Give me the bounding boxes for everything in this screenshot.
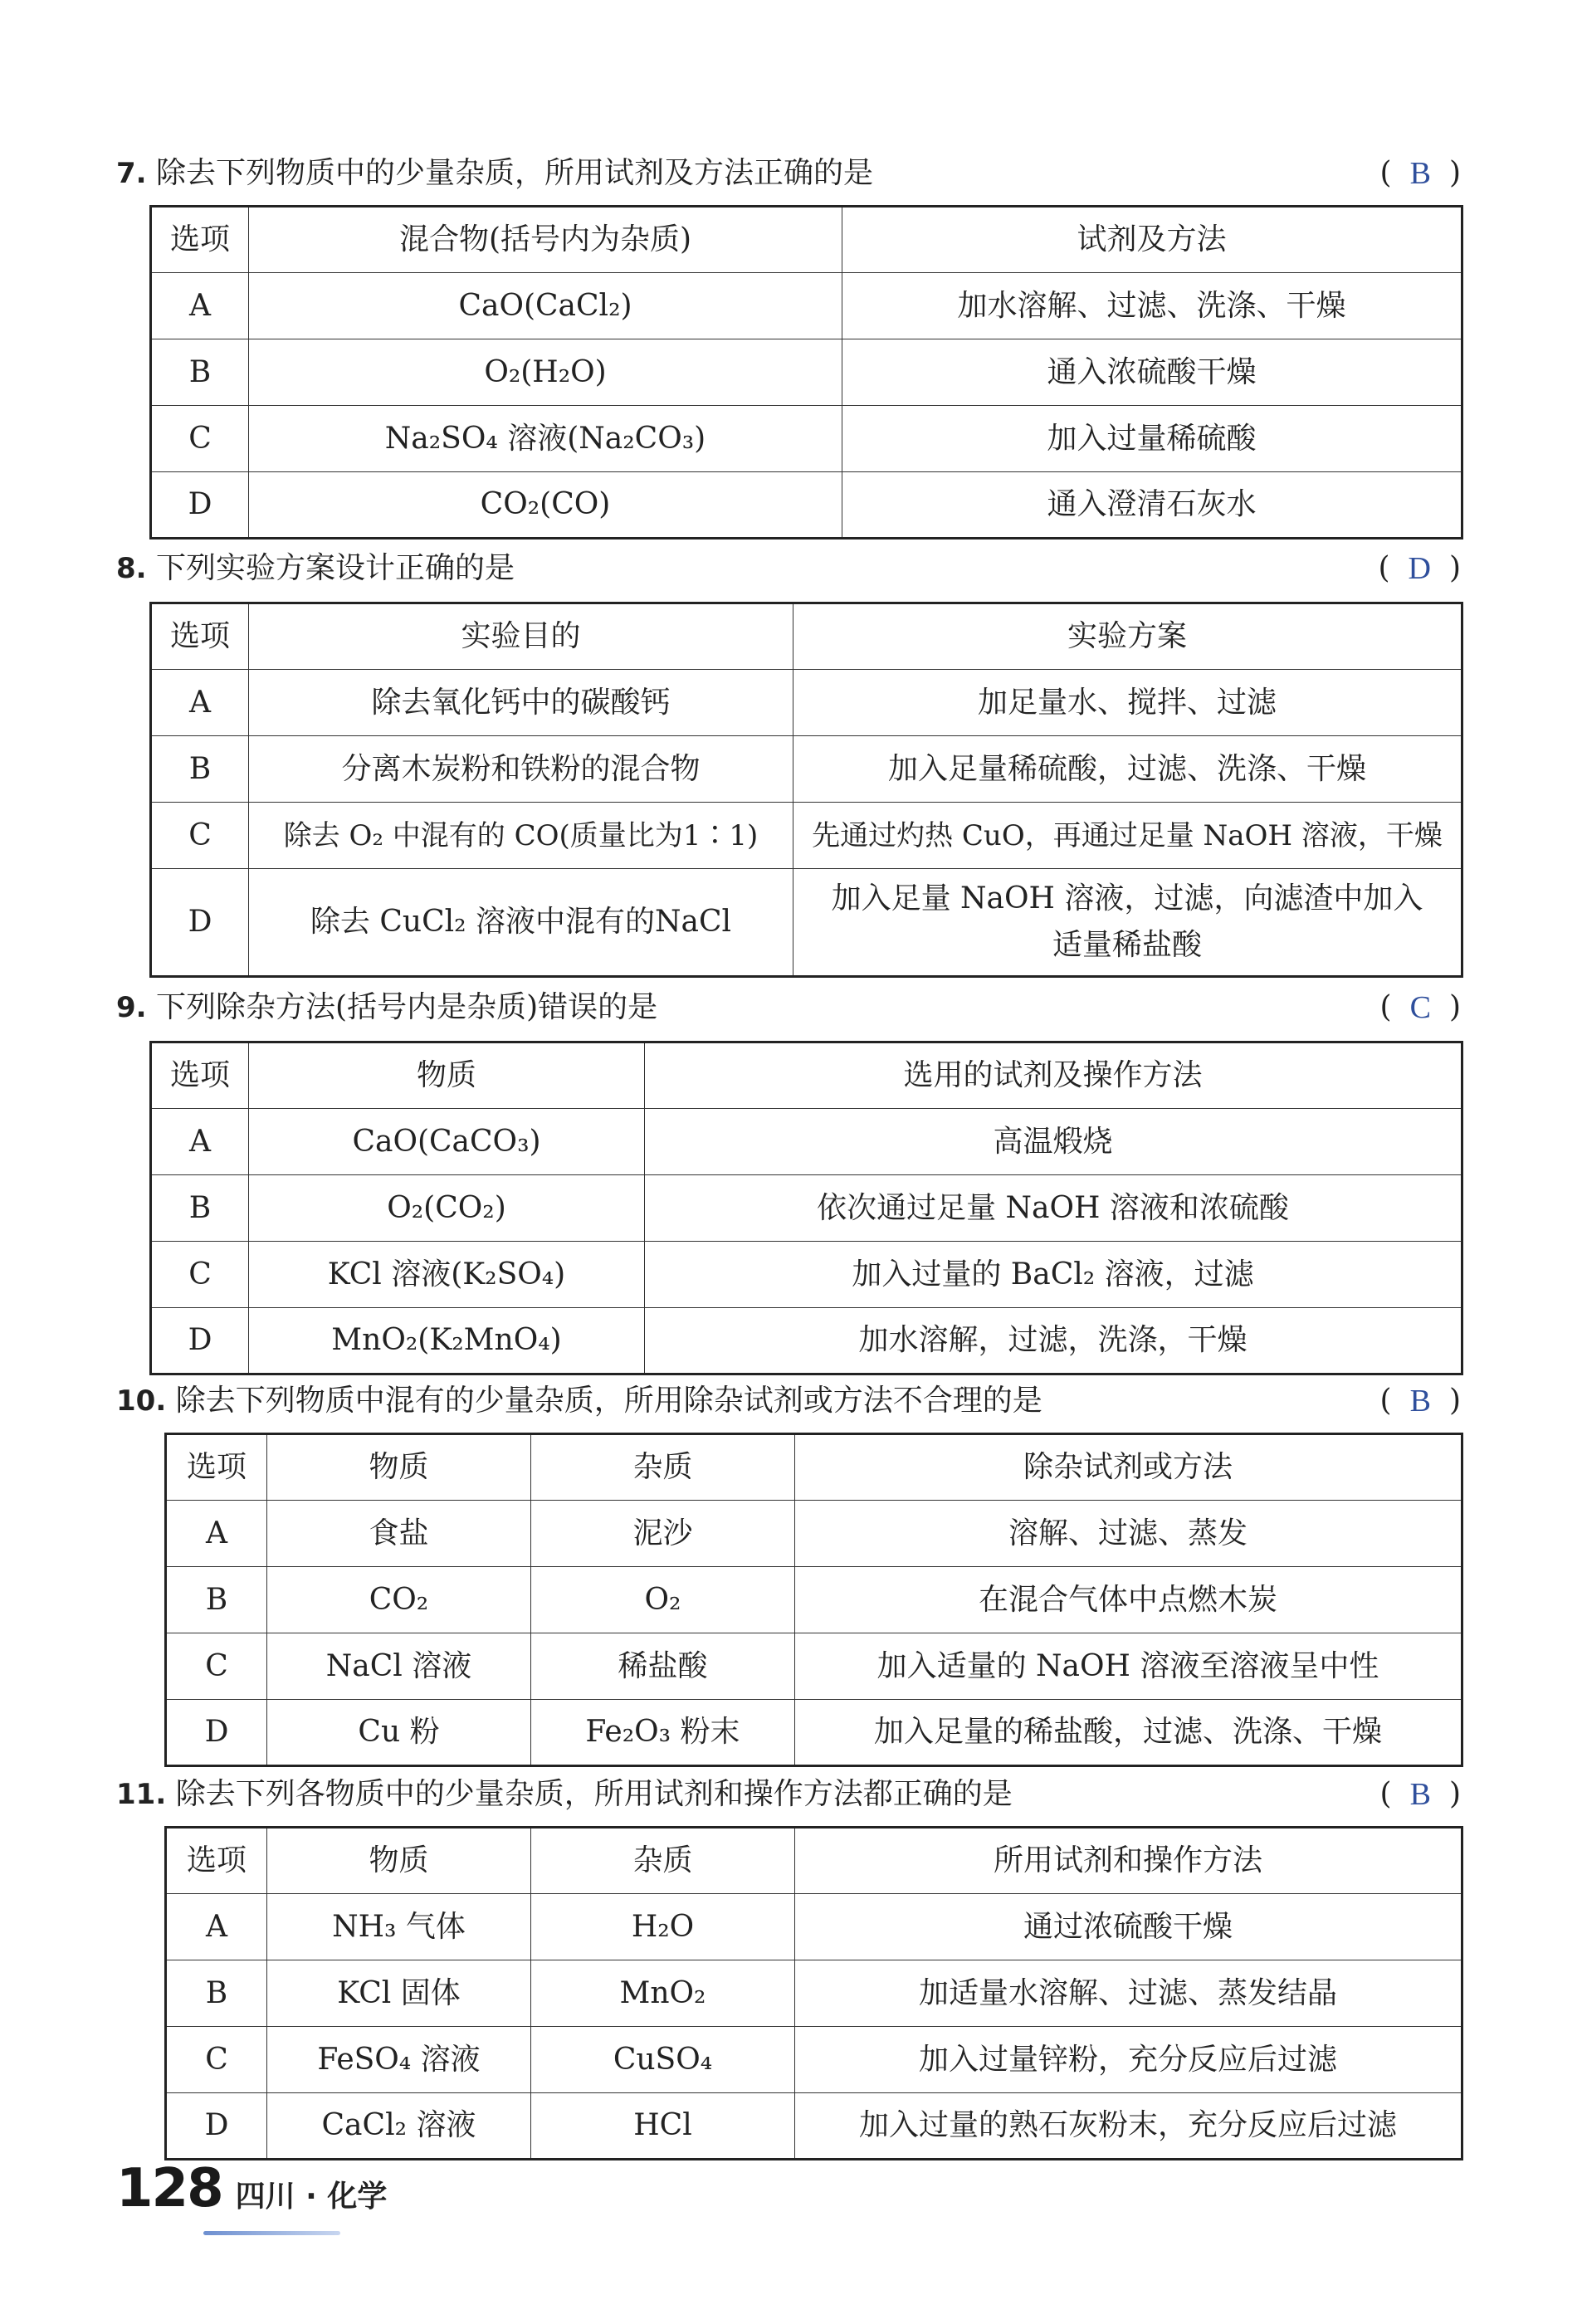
table-row (151, 1109, 1462, 1175)
table-row (151, 406, 1462, 472)
table-cell: CaCl₂ 溶液 (267, 2093, 531, 2160)
header-cell: 选用的试剂及操作方法 (645, 1042, 1462, 1109)
answer-value: D (1408, 551, 1431, 586)
table-cell: C (151, 406, 249, 472)
answer-bracket: ( B ) (1379, 1777, 1461, 1812)
header-cell: 选项 (166, 1434, 267, 1501)
table-cell: 加入足量的稀盐酸，过滤、洗涤、干燥 (795, 1700, 1462, 1766)
question-9 (116, 989, 1461, 1026)
table-row (166, 1894, 1462, 1960)
table-cell: 泥沙 (531, 1501, 795, 1567)
table-cell: 食盐 (267, 1501, 531, 1567)
header-cell: 实验目的 (249, 603, 793, 670)
question-stem: 下列实验方案设计正确的是 (156, 551, 515, 585)
table-cell: Na₂SO₄ 溶液(Na₂CO₃) (249, 406, 842, 472)
header-cell: 选项 (151, 1042, 249, 1109)
table-cell: O₂(CO₂) (249, 1175, 645, 1242)
table-cell: 加适量水溶解、过滤、蒸发结晶 (795, 1960, 1462, 2027)
table-cell: B (166, 1567, 267, 1633)
table-cell: 溶解、过滤、蒸发 (795, 1501, 1462, 1567)
table-cell: 加入过量的熟石灰粉末，充分反应后过滤 (795, 2093, 1462, 2160)
table-cell: CO₂(CO) (249, 472, 842, 539)
table-row (166, 1501, 1462, 1567)
table-cell: 除去 O₂ 中混有的 CO(质量比为1∶1) (249, 803, 793, 869)
table-cell: B (151, 1175, 249, 1242)
table-q11 (164, 1826, 1463, 2160)
table-cell: D (151, 869, 249, 977)
header-cell: 实验方案 (793, 603, 1462, 670)
header-cell: 混合物(括号内为杂质) (249, 207, 842, 273)
table-header-row (151, 1042, 1462, 1109)
table-cell: CO₂ (267, 1567, 531, 1633)
question-7 (116, 155, 1461, 192)
table-cell: FeSO₄ 溶液 (267, 2027, 531, 2093)
header-cell: 除杂试剂或方法 (795, 1434, 1462, 1501)
table-cell: KCl 溶液(K₂SO₄) (249, 1242, 645, 1308)
answer-value: B (1409, 1384, 1431, 1418)
table-cell: 除去氧化钙中的碳酸钙 (249, 670, 793, 736)
table-row (166, 1567, 1462, 1633)
footer-label: 四川 · 化学 (235, 2180, 388, 2214)
table-cell: 加入足量稀硫酸，过滤、洗涤、干燥 (793, 736, 1462, 803)
table-header-row (166, 1828, 1462, 1894)
table-row (151, 1242, 1462, 1308)
table-cell: 加入过量稀硫酸 (842, 406, 1462, 472)
table-cell: A (151, 273, 249, 339)
table-header-row (166, 1434, 1462, 1501)
question-stem: 除去下列各物质中的少量杂质，所用试剂和操作方法都正确的是 (175, 1777, 1013, 1811)
header-cell: 所用试剂和操作方法 (795, 1828, 1462, 1894)
header-cell: 物质 (267, 1828, 531, 1894)
table-cell: D (151, 1308, 249, 1374)
header-cell: 选项 (151, 603, 249, 670)
table-header-row (151, 207, 1462, 273)
table-cell: C (151, 803, 249, 869)
header-cell: 试剂及方法 (842, 207, 1462, 273)
answer-bracket: ( B ) (1379, 1384, 1461, 1418)
table-cell: MnO₂(K₂MnO₄) (249, 1308, 645, 1374)
table-cell: 加足量水、搅拌、过滤 (793, 670, 1462, 736)
table-cell: 加入足量 NaOH 溶液，过滤，向滤渣中加入适量稀盐酸 (793, 869, 1462, 977)
table-row (151, 339, 1462, 406)
table-row (151, 1175, 1462, 1242)
table-cell: 通入澄清石灰水 (842, 472, 1462, 539)
table-cell: B (151, 736, 249, 803)
table-cell: 加入过量锌粉，充分反应后过滤 (795, 2027, 1462, 2093)
table-cell: 稀盐酸 (531, 1633, 795, 1700)
table-cell: A (151, 670, 249, 736)
answer-value: B (1409, 156, 1431, 191)
table-cell: D (166, 1700, 267, 1766)
question-number: 9. (116, 991, 147, 1024)
table-row (151, 670, 1462, 736)
header-cell: 选项 (151, 207, 249, 273)
table-row (166, 2093, 1462, 2160)
question-number: 8. (116, 552, 147, 585)
table-cell: H₂O (531, 1894, 795, 1960)
table-cell: HCl (531, 2093, 795, 2160)
table-row (166, 1633, 1462, 1700)
table-header-row (151, 603, 1462, 670)
table-cell: Cu 粉 (267, 1700, 531, 1766)
table-cell: 通入浓硫酸干燥 (842, 339, 1462, 406)
header-cell: 杂质 (531, 1828, 795, 1894)
header-cell: 杂质 (531, 1434, 795, 1501)
table-cell: CaO(CaCO₃) (249, 1109, 645, 1175)
question-stem: 除去下列物质中的少量杂质，所用试剂及方法正确的是 (156, 156, 874, 190)
question-stem: 除去下列物质中混有的少量杂质，所用除杂试剂或方法不合理的是 (175, 1384, 1042, 1418)
table-cell: 加入过量的 BaCl₂ 溶液，过滤 (645, 1242, 1462, 1308)
table-row (151, 803, 1462, 869)
table-cell: B (166, 1960, 267, 2027)
table-row (166, 1700, 1462, 1766)
page-footer (116, 2158, 387, 2219)
table-cell: D (151, 472, 249, 539)
header-cell: 选项 (166, 1828, 267, 1894)
table-cell: 在混合气体中点燃木炭 (795, 1567, 1462, 1633)
table-cell: 加水溶解、过滤、洗涤、干燥 (842, 273, 1462, 339)
table-q8 (149, 602, 1463, 978)
table-cell: 通过浓硫酸干燥 (795, 1894, 1462, 1960)
question-10 (116, 1383, 1461, 1419)
table-cell: KCl 固体 (267, 1960, 531, 2027)
table-cell: 加入适量的 NaOH 溶液至溶液呈中性 (795, 1633, 1462, 1700)
table-cell: 高温煅烧 (645, 1109, 1462, 1175)
footer-underline (203, 2231, 340, 2235)
table-q9 (149, 1041, 1463, 1375)
table-cell: A (166, 1894, 267, 1960)
table-cell: CaO(CaCl₂) (249, 273, 842, 339)
question-stem: 下列除杂方法(括号内是杂质)错误的是 (156, 990, 658, 1024)
table-row (151, 273, 1462, 339)
table-cell: 加水溶解，过滤，洗涤，干燥 (645, 1308, 1462, 1374)
answer-value: C (1409, 990, 1431, 1025)
table-row (151, 736, 1462, 803)
table-row (151, 1308, 1462, 1374)
question-11 (116, 1776, 1461, 1813)
table-cell: 除去 CuCl₂ 溶液中混有的NaCl (249, 869, 793, 977)
answer-bracket: ( B ) (1379, 156, 1461, 191)
table-cell: 先通过灼热 CuO，再通过足量 NaOH 溶液，干燥 (793, 803, 1462, 869)
table-cell: 依次通过足量 NaOH 溶液和浓硫酸 (645, 1175, 1462, 1242)
table-cell: MnO₂ (531, 1960, 795, 2027)
question-8 (116, 550, 1461, 587)
table-row (151, 869, 1462, 977)
question-number: 10. (116, 1384, 167, 1418)
header-cell: 物质 (267, 1434, 531, 1501)
table-cell: NaCl 溶液 (267, 1633, 531, 1700)
question-number: 7. (116, 157, 147, 190)
table-cell: O₂ (531, 1567, 795, 1633)
table-q7 (149, 205, 1463, 540)
answer-bracket: ( C ) (1379, 990, 1461, 1025)
table-cell: NH₃ 气体 (267, 1894, 531, 1960)
header-cell: 物质 (249, 1042, 645, 1109)
table-cell: 分离木炭粉和铁粉的混合物 (249, 736, 793, 803)
answer-value: B (1409, 1777, 1431, 1812)
question-number: 11. (116, 1778, 167, 1811)
table-cell: D (166, 2093, 267, 2160)
table-cell: C (166, 1633, 267, 1700)
table-cell: B (151, 339, 249, 406)
table-cell: C (166, 2027, 267, 2093)
table-cell: C (151, 1242, 249, 1308)
table-cell: A (166, 1501, 267, 1567)
table-row (151, 472, 1462, 539)
table-row (166, 2027, 1462, 2093)
table-cell: A (151, 1109, 249, 1175)
table-q10 (164, 1433, 1463, 1767)
page-number: 128 (116, 2158, 222, 2219)
table-cell: Fe₂O₃ 粉末 (531, 1700, 795, 1766)
table-cell: CuSO₄ (531, 2027, 795, 2093)
answer-bracket: ( D ) (1378, 551, 1461, 586)
table-row (166, 1960, 1462, 2027)
table-cell: O₂(H₂O) (249, 339, 842, 406)
